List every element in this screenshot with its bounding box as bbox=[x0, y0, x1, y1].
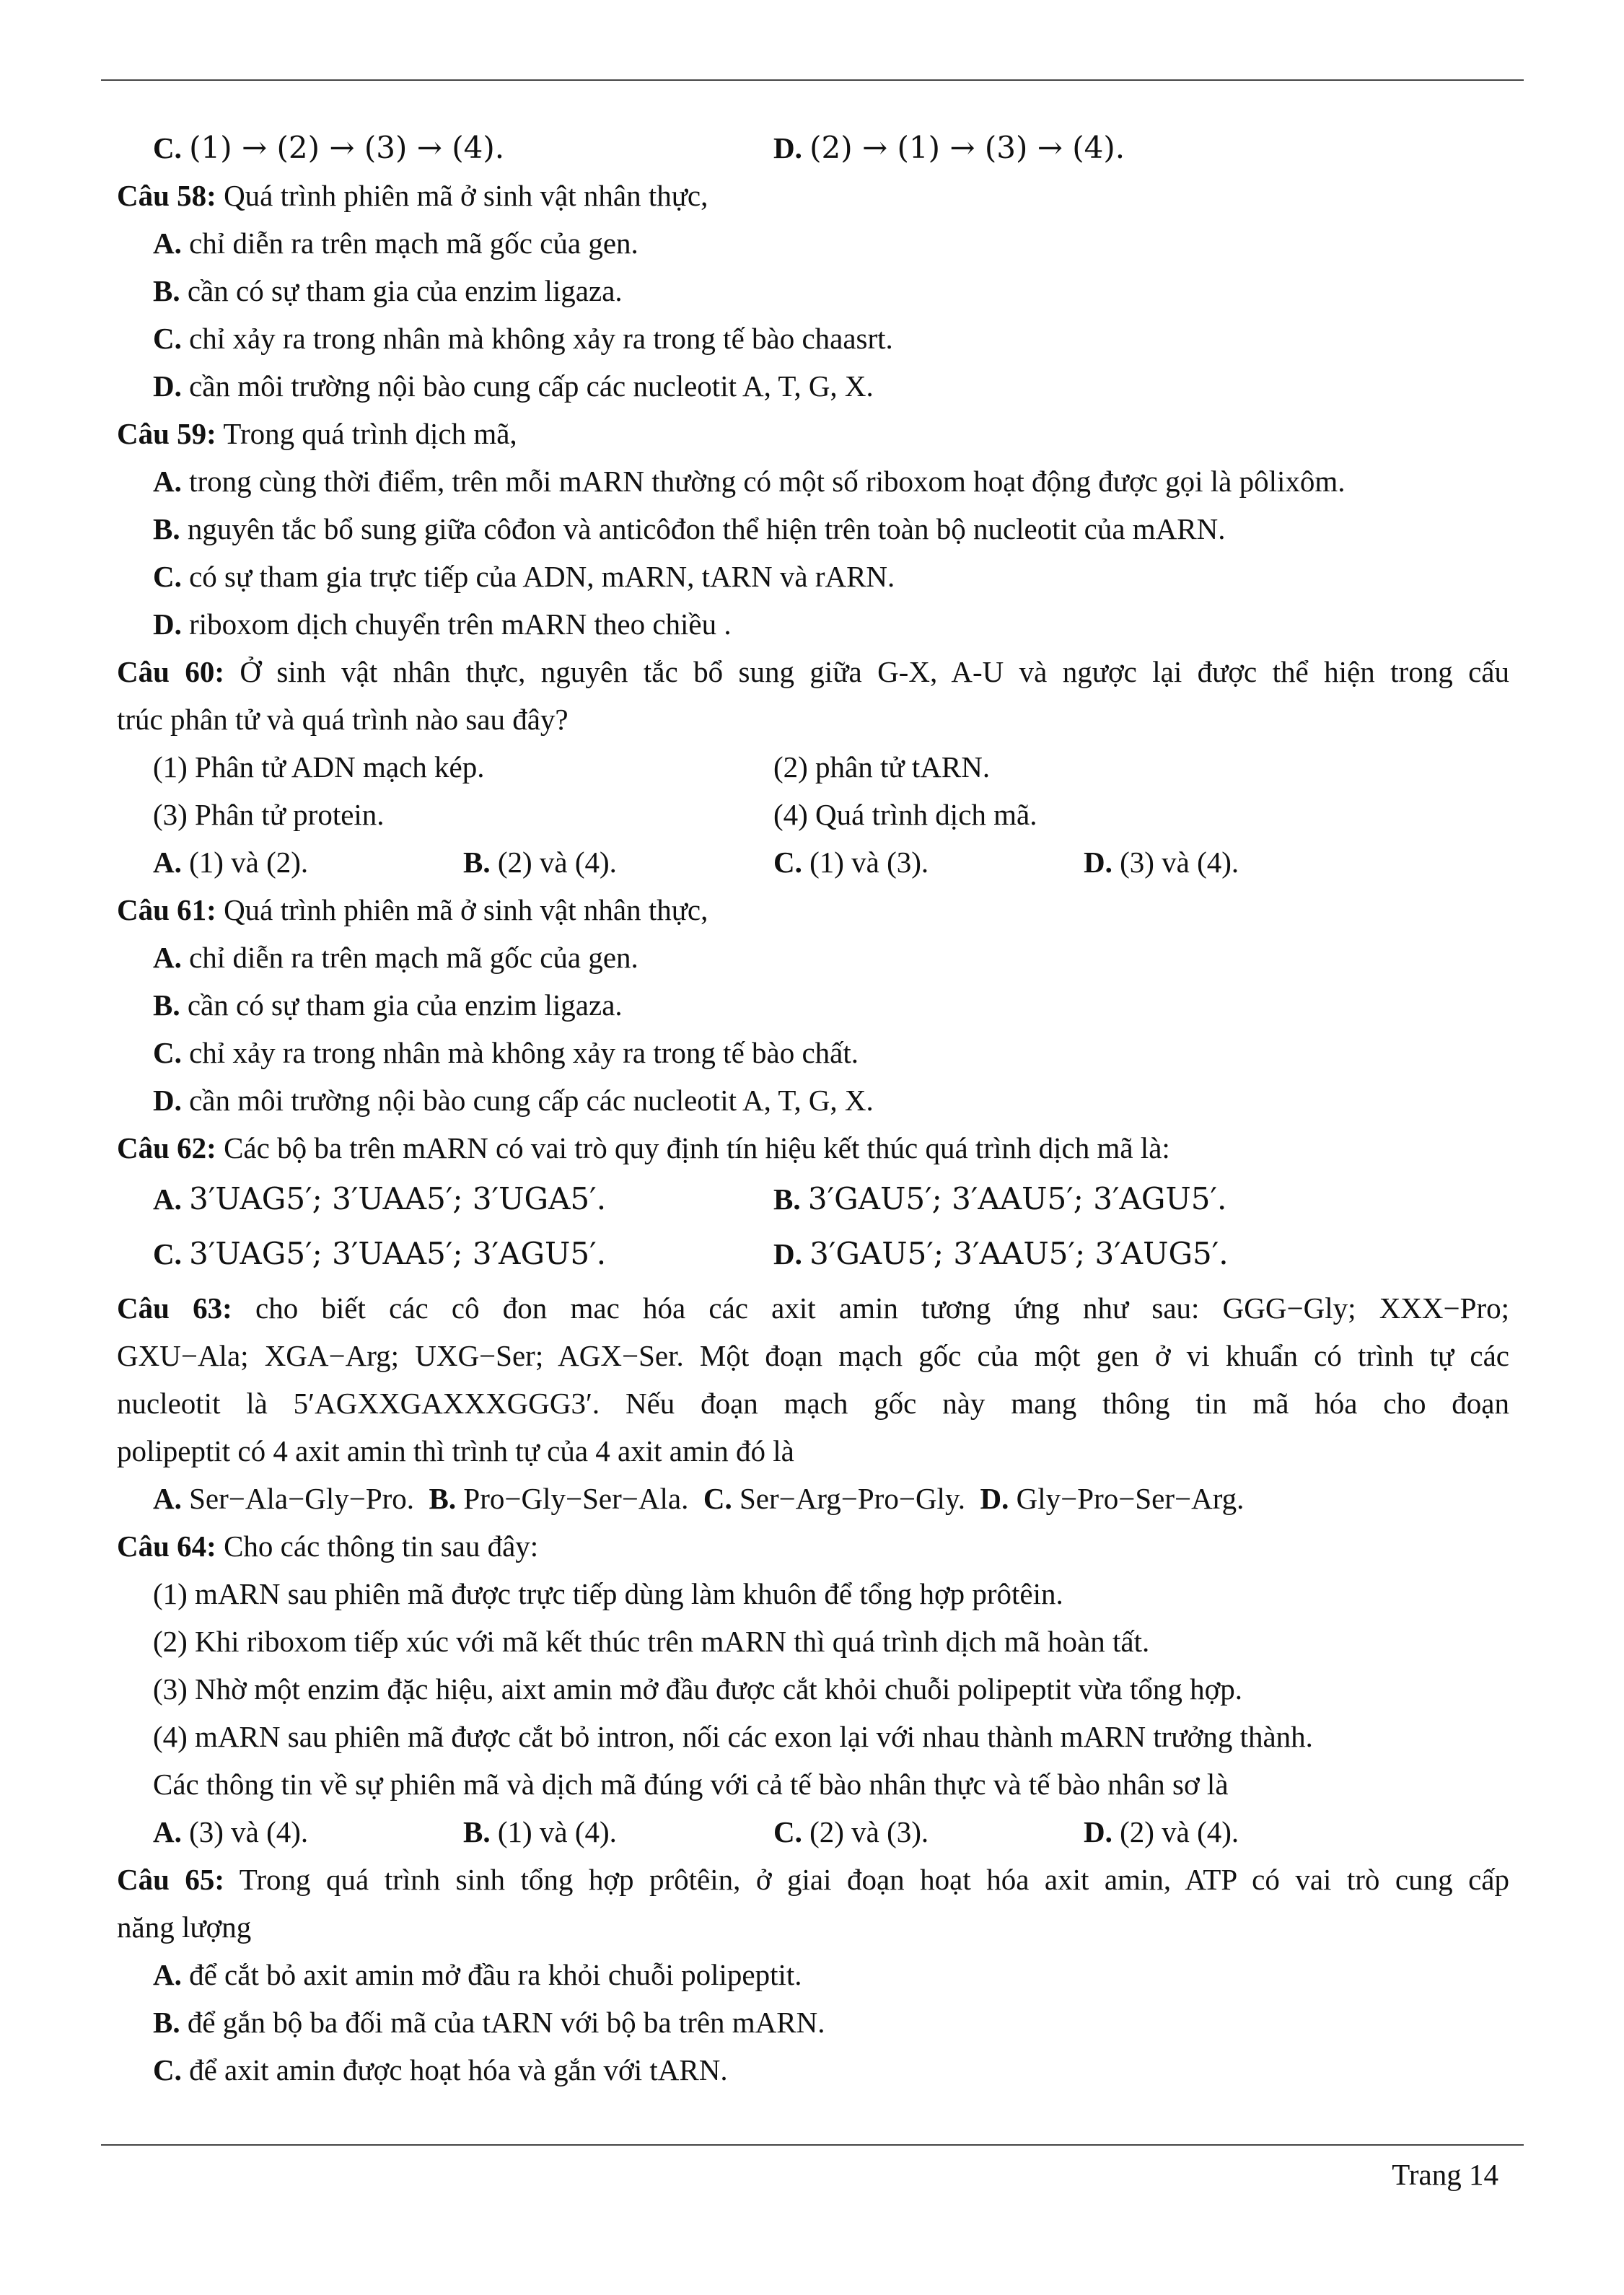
q64-option-d: D. (2) và (4). bbox=[1084, 1815, 1239, 1848]
q62-options-cd bbox=[117, 1227, 1509, 1281]
q57-options-cd bbox=[117, 124, 1509, 172]
q58-option-a: A. chỉ diễn ra trên mạch mã gốc của gen. bbox=[153, 227, 638, 260]
q63-option-d: D. Gly−Pro−Ser−Arg. bbox=[980, 1482, 1245, 1515]
q64-item-2: (2) Khi riboxom tiếp xúc với mã kết thúc trên mARN thì quá trình dịch mã hoàn tất. bbox=[153, 1625, 1150, 1658]
q62-option-c: C. 3′UAG5′; 3′UAA5′; 3′AGU5′. bbox=[153, 1236, 607, 1271]
q60-option-d: D. (3) và (4). bbox=[1084, 846, 1239, 879]
q60-option-c: C. (1) và (3). bbox=[773, 846, 929, 879]
q60-option-b: B. (2) và (4). bbox=[463, 846, 617, 879]
q60-options bbox=[117, 838, 1509, 886]
page-content bbox=[117, 124, 1509, 2094]
q64-conclusion: Các thông tin về sự phiên mã và dịch mã đúng với cả tế bào nhân thực và tế bào nhân sơ là bbox=[153, 1768, 1229, 1801]
footer-rule bbox=[101, 2144, 1524, 2146]
q65-option-b: B. để gắn bộ ba đối mã của tARN với bộ ba trên mARN. bbox=[153, 2006, 825, 2039]
question-65: Câu 65: Trong quá trình sinh tổng hợp prôtêin, ở giai đoạn hoạt hóa axit amin, ATP có vai trò cung cấp năng lượng bbox=[117, 1863, 1509, 1944]
q60-item-4: (4) Quá trình dịch mã. bbox=[773, 798, 1037, 831]
option-d: D. (2) → (1) → (3) → (4). bbox=[773, 130, 1125, 165]
q59-option-c: C. có sự tham gia trực tiếp của ADN, mARN, tARN và rARN. bbox=[153, 560, 895, 593]
q65-option-a: A. để cắt bỏ axit amin mở đầu ra khỏi chuỗi polipeptit. bbox=[153, 1958, 802, 1991]
q62-option-d: D. 3′GAU5′; 3′AAU5′; 3′AUG5′. bbox=[773, 1236, 1229, 1271]
q63-option-b: B. Pro−Gly−Ser−Ala. bbox=[429, 1482, 689, 1515]
q61-option-b: B. cần có sự tham gia của enzim ligaza. bbox=[153, 988, 623, 1022]
q60-item-3: (3) Phân tử protein. bbox=[153, 798, 385, 831]
q63-option-a: A. Ser−Ala−Gly−Pro. bbox=[153, 1482, 415, 1515]
q59-option-b: B. nguyên tắc bổ sung giữa côđon và anticôđon thể hiện trên toàn bộ nucleotit của mARN. bbox=[153, 512, 1226, 545]
page-number: Trang 14 bbox=[1392, 2158, 1498, 2191]
q61-option-a: A. chỉ diễn ra trên mạch mã gốc của gen. bbox=[153, 941, 638, 974]
q61-option-d: D. cần môi trường nội bào cung cấp các nucleotit A, T, G, X. bbox=[153, 1084, 874, 1117]
option-c: C. (1) → (2) → (3) → (4). bbox=[153, 130, 505, 165]
q63-options bbox=[117, 1475, 1509, 1522]
q60-item-1: (1) Phân tử ADN mạch kép. bbox=[153, 750, 485, 784]
q64-option-c: C. (2) và (3). bbox=[773, 1815, 929, 1848]
q59-option-d: D. riboxom dịch chuyển trên mARN theo chiều . bbox=[153, 607, 732, 641]
q62-option-b: B. 3′GAU5′; 3′AAU5′; 3′AGU5′. bbox=[773, 1181, 1227, 1216]
q62-option-a: A. 3′UAG5′; 3′UAA5′; 3′UGA5′. bbox=[153, 1181, 607, 1216]
q60-items-3-4 bbox=[117, 791, 1509, 838]
question-60: Câu 60: Ở sinh vật nhân thực, nguyên tắc bổ sung giữa G-X, A-U và ngược lại được thể hiện trong cấu trúc phân tử và quá trình nào sau đây? bbox=[117, 655, 1510, 736]
q64-item-1: (1) mARN sau phiên mã được trực tiếp dùng làm khuôn để tổng hợp prôtêin. bbox=[153, 1577, 1063, 1610]
question-63: Câu 63: cho biết các cô đon mac hóa các axit amin tương ứng như sau: GGG−Gly; XXX−Pro; GXU−Ala; XGA−Arg; UXG−Ser; AGX−Ser. Một đoạn mạch gốc của một gen ở vi khuẩn có trình tự các nucleotit là 5′AGXXGAXXXGGG3′. Nếu đoạn mạch gốc này mang thông tin mã hóa cho đoạn polipeptit có 4 axit amin thì trình tự của 4 axit amin đó là bbox=[117, 1291, 1509, 1467]
q64-item-3: (3) Nhờ một enzim đặc hiệu, aixt amin mở đầu được cắt khỏi chuỗi polipeptit vừa tổng hợp. bbox=[153, 1672, 1243, 1706]
q58-option-b: B. cần có sự tham gia của enzim ligaza. bbox=[153, 274, 623, 307]
question-61: Câu 61: Quá trình phiên mã ở sinh vật nhân thực, bbox=[117, 893, 708, 926]
q60-item-2: (2) phân tử tARN. bbox=[773, 750, 991, 784]
q58-option-c: C. chỉ xảy ra trong nhân mà không xảy ra trong tế bào chaasrt. bbox=[153, 322, 893, 355]
q59-option-a: A. trong cùng thời điểm, trên mỗi mARN thường có một số riboxom hoạt động được gọi là pôlixôm. bbox=[153, 465, 1346, 498]
q60-option-a: A. (1) và (2). bbox=[153, 846, 309, 879]
question-58: Câu 58: Quá trình phiên mã ở sinh vật nhân thực, bbox=[117, 179, 708, 212]
q64-item-4: (4) mARN sau phiên mã được cắt bỏ intron, nối các exon lại với nhau thành mARN trưởng thành. bbox=[153, 1720, 1313, 1753]
q58-option-d: D. cần môi trường nội bào cung cấp các nucleotit A, T, G, X. bbox=[153, 369, 874, 403]
q62-options-ab bbox=[117, 1172, 1509, 1227]
q65-option-c: C. để axit amin được hoạt hóa và gắn với tARN. bbox=[153, 2053, 728, 2086]
question-62: Câu 62: Các bộ ba trên mARN có vai trò quy định tín hiệu kết thúc quá trình dịch mã là: bbox=[117, 1131, 1170, 1164]
q64-option-a: A. (3) và (4). bbox=[153, 1815, 309, 1848]
question-64: Câu 64: Cho các thông tin sau đây: bbox=[117, 1530, 539, 1563]
q60-items-1-2 bbox=[117, 743, 1509, 791]
q61-option-c: C. chỉ xảy ra trong nhân mà không xảy ra trong tế bào chất. bbox=[153, 1036, 859, 1069]
header-rule bbox=[101, 79, 1524, 81]
q64-options bbox=[117, 1808, 1509, 1856]
q63-option-c: C. Ser−Arg−Pro−Gly. bbox=[703, 1482, 966, 1515]
q64-option-b: B. (1) và (4). bbox=[463, 1815, 617, 1848]
question-59: Câu 59: Trong quá trình dịch mã, bbox=[117, 417, 517, 450]
